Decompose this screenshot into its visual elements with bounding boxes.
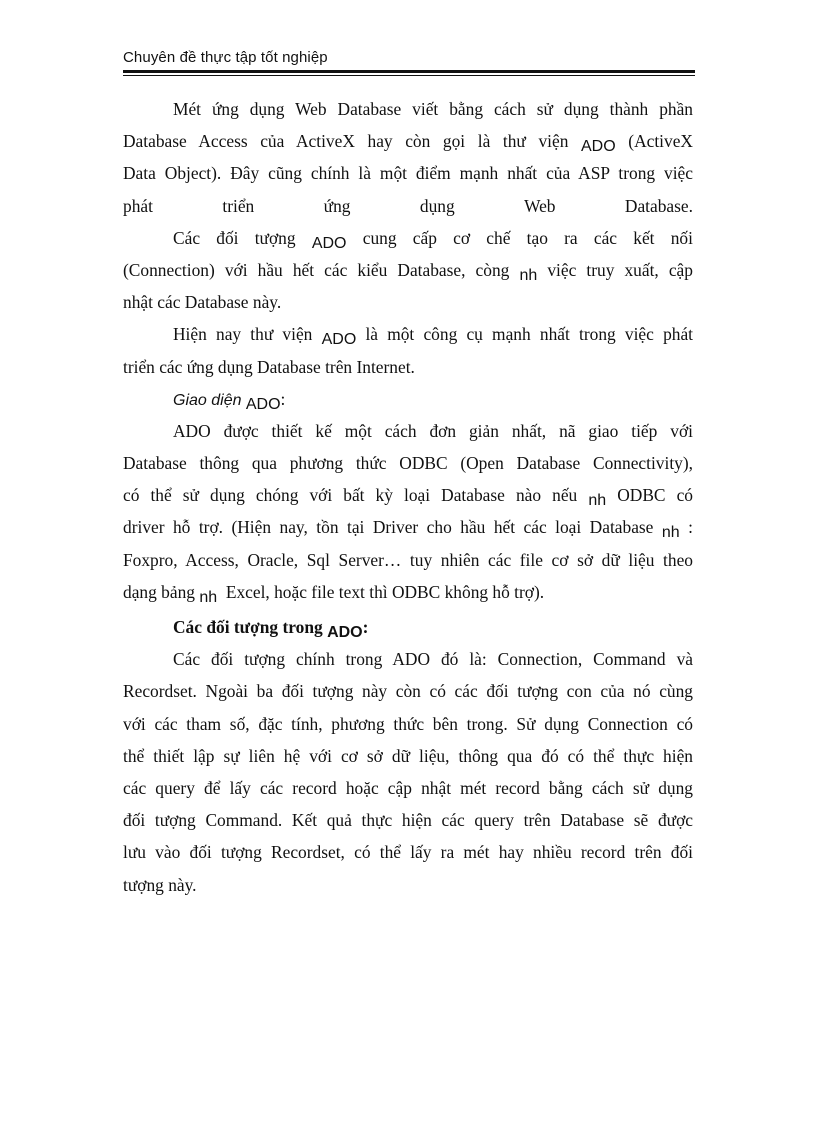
header-title: Chuyên đề thực tập tốt nghiệp: [123, 49, 328, 66]
paragraph-line: Data Object). Đây cũng chính là một điểm mạnh nhất của ASP trong việc: [123, 163, 693, 184]
header-rule-thick: [123, 70, 695, 73]
ado-token: ADO: [245, 395, 281, 413]
page-header: [123, 48, 695, 68]
paragraph-line: ADO được thiết kế một cách đơn giản nhất, nã giao tiếp với: [173, 420, 693, 441]
paragraph-line: Các đối tượng ADO cung cấp cơ chế tạo ra các kết nối: [173, 227, 693, 252]
word: phát: [123, 195, 153, 216]
paragraph-line: Recordset. Ngoài ba đối tượng này còn có các đối tượng con của nó cùng: [123, 681, 693, 702]
header-rule-thin: [123, 75, 695, 76]
paragraph-line: Các đối tượng chính trong ADO đó là: Connection, Command và: [173, 649, 693, 670]
paragraph-line: tượng này.: [123, 874, 197, 895]
paragraph-line: Database thông qua phương thức ODBC (Open Database Connectivity),: [123, 453, 693, 474]
word: Web: [524, 195, 556, 216]
word: triển: [222, 195, 255, 216]
paragraph-line: các query để lấy các record hoặc cập nhật mét record bằng cách sử dụng: [123, 777, 693, 798]
paragraph-line: driver hỗ trợ. (Hiện nay, tồn tại Driver cho hầu hết các loại Database nh :: [123, 517, 693, 542]
section-heading-doi-tuong: Các đối tượng trong ADO:: [173, 617, 369, 641]
paragraph-line: dạng bảng nh Excel, hoặc file text thì ODBC không hỗ trợ).: [123, 581, 545, 606]
paragraph-line: Foxpro, Access, Oracle, Sql Server… tuy nhiên các file cơ sở dữ liệu theo: [123, 549, 693, 570]
paragraph-line: thể thiết lập sự liên hệ với cơ sở dữ liệu, thông qua đó có thể thực hiện: [123, 745, 693, 766]
ado-token: ADO: [311, 234, 347, 252]
paragraph-line: nhật các Database này.: [123, 292, 282, 313]
section-heading-giao-dien: Giao diện ADO:: [173, 388, 286, 413]
nh-token: nh: [588, 492, 607, 510]
word: dụng: [419, 195, 455, 216]
ado-token: ADO: [581, 138, 616, 156]
document-body: [123, 93, 693, 901]
paragraph-line: với các tham số, đặc tính, phương thức bên trong. Sử dụng Connection có: [123, 713, 693, 734]
paragraph-line: Mét ứng dụng Web Database viết bằng cách sử dụng thành phần: [173, 99, 693, 119]
paragraph-line: triển các ứng dụng Database trên Internet.: [123, 356, 415, 377]
nh-token: nh: [661, 524, 680, 542]
word: ứng: [323, 195, 351, 216]
nh-token: nh: [519, 266, 538, 284]
paragraph-line: (Connection) với hầu hết các kiểu Database, còng nh việc truy xuất, cập: [123, 259, 693, 284]
ado-token: ADO: [327, 624, 363, 641]
paragraph-line: Database Access của ActiveX hay còn gọi là thư viện ADO (ActiveX: [123, 131, 693, 156]
nh-token: nh: [199, 588, 218, 606]
ado-token: ADO: [321, 331, 357, 349]
paragraph-line: lưu vào đối tượng Recordset, có thể lấy ra mét hay nhiều record trên đối: [123, 842, 693, 863]
paragraph-line: đối tượng Command. Kết quả thực hiện các query trên Database sẽ được: [123, 810, 693, 831]
paragraph-line: [123, 190, 693, 222]
word: Database.: [624, 195, 693, 216]
paragraph-line: có thể sử dụng chóng với bất kỳ loại Database nào nếu nh ODBC có: [123, 485, 693, 510]
paragraph-line: Hiện nay thư viện ADO là một công cụ mạnh nhất trong việc phát: [173, 324, 694, 349]
